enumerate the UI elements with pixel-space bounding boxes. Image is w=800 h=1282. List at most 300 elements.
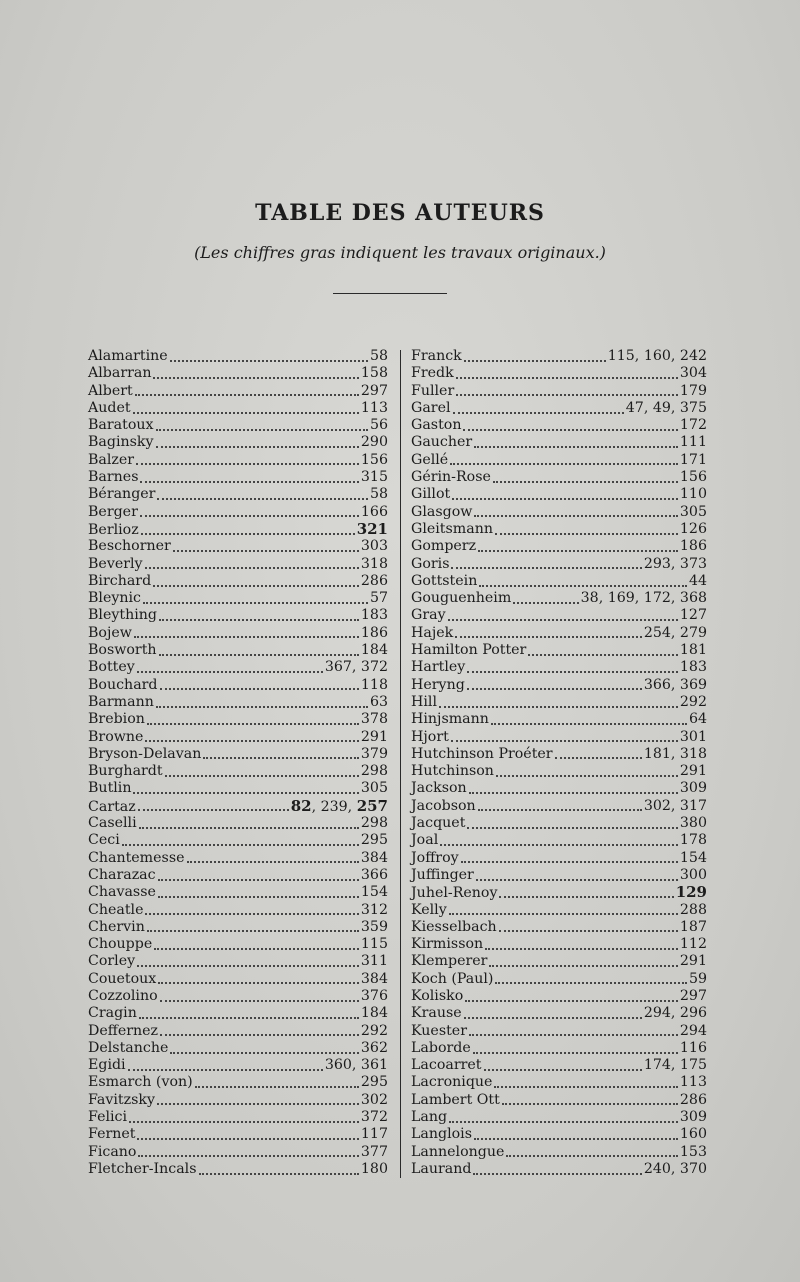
page-list: 127 xyxy=(679,607,707,624)
page-list: 291 xyxy=(679,763,707,780)
page-numbers xyxy=(361,365,388,382)
page-list: 156 xyxy=(679,469,707,486)
author-index-left-column xyxy=(88,348,388,1178)
dot-leader xyxy=(449,913,678,915)
dot-leader xyxy=(138,809,289,811)
dot-leader xyxy=(465,1000,678,1002)
page-list: 184 xyxy=(360,642,388,659)
dot-leader xyxy=(141,533,355,535)
page-list: 298 xyxy=(360,763,388,780)
author-name: Hartley xyxy=(411,659,466,676)
author-name: Cheatle xyxy=(88,901,144,918)
dot-leader xyxy=(139,1017,359,1019)
author-name: Hajek xyxy=(411,624,454,641)
page-list: 378 xyxy=(360,711,388,728)
dot-leader xyxy=(455,636,642,638)
page-numbers xyxy=(680,383,707,400)
index-entry xyxy=(88,504,388,521)
index-entry xyxy=(411,590,707,607)
page-list: 294, 296 xyxy=(643,1005,707,1022)
page-numbers xyxy=(680,850,707,867)
index-entry xyxy=(411,659,707,676)
author-name: Kelly xyxy=(411,901,447,918)
dot-leader xyxy=(154,948,359,950)
page-numbers xyxy=(680,780,707,797)
author-name: Fredk xyxy=(411,365,454,382)
index-entry xyxy=(411,607,707,624)
index-entry xyxy=(88,365,388,382)
page-list: 297 xyxy=(679,987,707,1004)
page-numbers xyxy=(361,469,388,486)
author-name: Chantemesse xyxy=(88,849,185,866)
author-name: Charazac xyxy=(88,866,156,883)
page-numbers xyxy=(644,1057,707,1074)
index-entry xyxy=(411,348,707,365)
author-name: Baratoux xyxy=(88,417,154,434)
author-name: Klemperer xyxy=(411,953,488,970)
page-numbers xyxy=(680,504,707,521)
author-name: Esmarch (von) xyxy=(88,1074,193,1091)
page-numbers xyxy=(626,400,707,417)
page-subtitle: (Les chiffres gras indiquent les travaux originaux.) xyxy=(194,243,606,262)
page-numbers xyxy=(680,1074,707,1091)
page-numbers xyxy=(361,1092,388,1109)
page-numbers xyxy=(361,1023,388,1040)
dot-leader xyxy=(467,827,677,829)
index-entry xyxy=(88,798,388,815)
page-numbers xyxy=(361,884,388,901)
dot-leader xyxy=(513,602,578,604)
dot-leader xyxy=(456,394,678,396)
page-list: 377 xyxy=(360,1143,388,1160)
dot-leader xyxy=(496,775,678,777)
page-numbers xyxy=(680,867,707,884)
page-numbers xyxy=(361,434,388,451)
author-name: Cozzolino xyxy=(88,987,158,1004)
page-list: 153 xyxy=(679,1143,707,1160)
dot-leader xyxy=(170,360,368,362)
author-name: Laurand xyxy=(411,1160,472,1177)
index-entry xyxy=(411,798,707,815)
index-entry xyxy=(411,504,707,521)
page-list: 113 xyxy=(679,1074,707,1091)
author-name: Ceci xyxy=(88,832,120,849)
page-numbers xyxy=(361,815,388,832)
page-numbers xyxy=(361,988,388,1005)
page-list: 63 xyxy=(369,693,388,710)
index-entry xyxy=(88,1040,388,1057)
index-entry xyxy=(411,642,707,659)
index-entry xyxy=(88,556,388,573)
page-numbers xyxy=(361,642,388,659)
index-entry xyxy=(88,417,388,434)
dot-leader xyxy=(160,688,359,690)
dot-leader xyxy=(476,879,678,881)
index-entry xyxy=(411,1092,707,1109)
page-numbers xyxy=(361,625,388,642)
author-name: Joffroy xyxy=(411,849,459,866)
dot-leader xyxy=(128,1069,323,1071)
index-entry xyxy=(88,780,388,797)
page-list: 56 xyxy=(369,417,388,434)
page-list: 160 xyxy=(679,1126,707,1143)
author-name: Gouguenheim xyxy=(411,590,512,607)
author-name: Gaucher xyxy=(411,434,473,451)
page-list: 44 xyxy=(688,572,707,589)
page-numbers xyxy=(361,832,388,849)
page-list: 372 xyxy=(360,1109,388,1126)
page-numbers xyxy=(644,625,707,642)
author-name: Berlioz xyxy=(88,521,139,538)
page-list: 286 xyxy=(679,1091,707,1108)
index-entry xyxy=(88,694,388,711)
index-entry xyxy=(411,884,707,901)
dot-leader xyxy=(133,792,358,794)
index-entry xyxy=(88,988,388,1005)
author-name: Barmann xyxy=(88,693,154,710)
page-title: TABLE DES AUTEURS xyxy=(255,200,545,226)
index-entry xyxy=(88,884,388,901)
index-entry xyxy=(411,400,707,417)
page-numbers xyxy=(291,798,388,816)
dot-leader xyxy=(440,844,678,846)
index-entry xyxy=(411,538,707,555)
index-entry xyxy=(411,469,707,486)
page-numbers xyxy=(680,521,707,538)
page-list: 187 xyxy=(679,918,707,935)
author-name: Bojew xyxy=(88,624,132,641)
index-entry xyxy=(411,815,707,832)
author-name: Caselli xyxy=(88,815,137,832)
page-list: 297 xyxy=(360,382,388,399)
author-name: Langlois xyxy=(411,1126,472,1143)
dot-leader xyxy=(156,706,368,708)
author-name: Corley xyxy=(88,953,136,970)
page-list: 179 xyxy=(679,382,707,399)
author-name: Cragin xyxy=(88,1005,137,1022)
index-entry xyxy=(88,902,388,919)
author-name: Lang xyxy=(411,1109,448,1126)
dot-leader xyxy=(467,688,642,690)
page-list: 180 xyxy=(360,1160,388,1177)
index-entry xyxy=(411,780,707,797)
index-entry xyxy=(411,1074,707,1091)
dot-leader xyxy=(158,896,359,898)
page-numbers xyxy=(361,746,388,763)
page-numbers xyxy=(644,1161,707,1178)
page-list: 183 xyxy=(679,659,707,676)
page-list: 171 xyxy=(679,451,707,468)
page-numbers xyxy=(680,694,707,711)
dot-leader xyxy=(450,463,678,465)
dot-leader xyxy=(479,585,687,587)
dot-leader xyxy=(140,481,358,483)
page-list: 158 xyxy=(360,365,388,382)
index-entry xyxy=(88,763,388,780)
dot-leader xyxy=(159,619,359,621)
index-entry xyxy=(411,521,707,538)
page-list: 384 xyxy=(360,849,388,866)
index-entry xyxy=(88,1109,388,1126)
page-numbers xyxy=(361,780,388,797)
index-entry xyxy=(88,815,388,832)
page-list: 304 xyxy=(679,365,707,382)
page-list: , 239, xyxy=(311,798,357,815)
page-list: 290 xyxy=(360,434,388,451)
page-numbers xyxy=(361,504,388,521)
page-numbers xyxy=(680,763,707,780)
dot-leader xyxy=(439,706,678,708)
author-name: Kirmisson xyxy=(411,936,484,953)
author-name: Baginsky xyxy=(88,434,154,451)
index-entry xyxy=(411,434,707,451)
author-name: Béranger xyxy=(88,486,156,503)
index-entry xyxy=(411,625,707,642)
index-entry xyxy=(411,486,707,503)
dot-leader xyxy=(506,1155,678,1157)
author-name: Lacoarret xyxy=(411,1057,482,1074)
page-list: 110 xyxy=(679,486,707,503)
page-list: 178 xyxy=(679,832,707,849)
page-numbers xyxy=(361,1126,388,1143)
index-entry xyxy=(88,486,388,503)
index-entry xyxy=(411,936,707,953)
index-entry xyxy=(411,902,707,919)
index-entry xyxy=(88,1161,388,1178)
author-name: Couetoux xyxy=(88,970,157,987)
author-name: Egidi xyxy=(88,1057,126,1074)
page-numbers xyxy=(680,607,707,624)
page-list: 183 xyxy=(360,607,388,624)
author-name: Lambert Ott xyxy=(411,1091,500,1108)
page-numbers xyxy=(361,953,388,970)
author-name: Jackson xyxy=(411,780,467,797)
page-list: 113 xyxy=(360,399,388,416)
page-list: 47, 49, 375 xyxy=(625,399,707,416)
author-name: Hinjsmann xyxy=(411,711,489,728)
page-numbers xyxy=(361,1074,388,1091)
dot-leader xyxy=(473,1173,641,1175)
page-list: 292 xyxy=(360,1022,388,1039)
author-name: Gleitsmann xyxy=(411,520,493,537)
page-list: 380 xyxy=(679,815,707,832)
dot-leader xyxy=(474,446,678,448)
dot-leader xyxy=(158,879,359,881)
dot-leader xyxy=(157,498,367,500)
author-name: Jacobson xyxy=(411,797,476,814)
dot-leader xyxy=(452,498,678,500)
page-numbers xyxy=(680,434,707,451)
page-list: 288 xyxy=(679,901,707,918)
page-list: 311 xyxy=(360,953,388,970)
author-name: Gottstein xyxy=(411,572,478,589)
page-list: 302, 317 xyxy=(643,797,707,814)
page-numbers xyxy=(680,988,707,1005)
author-name: Brebion xyxy=(88,711,145,728)
page-numbers xyxy=(689,971,707,988)
page-numbers xyxy=(370,694,388,711)
page-list: 291 xyxy=(360,728,388,745)
page-numbers xyxy=(644,798,707,815)
author-name: Browne xyxy=(88,728,144,745)
dot-leader xyxy=(203,757,359,759)
page-numbers xyxy=(361,1109,388,1126)
page-numbers xyxy=(608,348,707,365)
dot-leader xyxy=(165,775,359,777)
index-entry xyxy=(411,573,707,590)
page-list: 376 xyxy=(360,987,388,1004)
author-name: Gillot xyxy=(411,486,451,503)
author-name: Kuester xyxy=(411,1022,467,1039)
index-entry xyxy=(411,383,707,400)
index-entry xyxy=(88,919,388,936)
page-list: 117 xyxy=(360,1126,388,1143)
dot-leader xyxy=(153,377,358,379)
page-list: 58 xyxy=(369,348,388,364)
index-entry xyxy=(411,677,707,694)
page-numbers xyxy=(680,729,707,746)
page-numbers xyxy=(361,919,388,936)
dot-leader xyxy=(463,429,677,431)
dot-leader xyxy=(129,1121,359,1123)
dot-leader xyxy=(195,1086,359,1088)
page-numbers xyxy=(680,1126,707,1143)
author-name: Goris xyxy=(411,555,450,572)
page-list: 379 xyxy=(360,745,388,762)
index-entry xyxy=(88,348,388,365)
index-entry xyxy=(88,867,388,884)
page-numbers xyxy=(680,642,707,659)
dot-leader xyxy=(156,446,359,448)
page-list: 360, 361 xyxy=(324,1057,388,1074)
dot-leader xyxy=(147,930,359,932)
author-name: Fernet xyxy=(88,1126,136,1143)
author-name: Beverly xyxy=(88,555,143,572)
index-entry xyxy=(411,1057,707,1074)
dot-leader xyxy=(145,740,358,742)
page-list: 115, 160, 242 xyxy=(607,348,707,364)
page-list: 309 xyxy=(679,1109,707,1126)
page-numbers xyxy=(361,607,388,624)
author-name: Kolisko xyxy=(411,987,464,1004)
index-entry xyxy=(411,763,707,780)
dot-leader xyxy=(469,1034,678,1036)
page-numbers xyxy=(680,1144,707,1161)
page-numbers xyxy=(361,850,388,867)
author-index-right-column xyxy=(411,348,707,1178)
author-name: Delstanche xyxy=(88,1039,169,1056)
dot-leader xyxy=(122,844,359,846)
page-numbers xyxy=(361,400,388,417)
page-numbers xyxy=(361,711,388,728)
dot-leader xyxy=(474,1138,678,1140)
dot-leader xyxy=(134,636,359,638)
index-entry xyxy=(88,729,388,746)
page-numbers xyxy=(361,867,388,884)
author-name: Hjort xyxy=(411,728,449,745)
page-numbers xyxy=(581,590,707,607)
dot-leader xyxy=(464,1017,642,1019)
page-numbers xyxy=(325,659,388,676)
page-list: 58 xyxy=(369,486,388,503)
index-entry xyxy=(88,452,388,469)
page-list: 154 xyxy=(360,884,388,901)
page-numbers xyxy=(361,902,388,919)
index-entry xyxy=(411,919,707,936)
dot-leader xyxy=(145,567,359,569)
page-list: 294 xyxy=(679,1022,707,1039)
index-entry xyxy=(88,590,388,607)
page-list: 166 xyxy=(360,503,388,520)
author-name: Gomperz xyxy=(411,538,477,555)
dot-leader xyxy=(467,671,678,673)
index-entry xyxy=(411,746,707,763)
page-list: 116 xyxy=(679,1039,707,1056)
dot-leader xyxy=(136,463,359,465)
page-list: 362 xyxy=(360,1039,388,1056)
author-name: Lannelongue xyxy=(411,1143,505,1160)
author-name: Joal xyxy=(411,832,439,849)
page-numbers xyxy=(680,538,707,555)
author-name: Bryson-Delavan xyxy=(88,745,202,762)
author-name: Birchard xyxy=(88,572,152,589)
dot-leader xyxy=(478,809,642,811)
index-entry xyxy=(411,1005,707,1022)
page-list: 111 xyxy=(679,434,707,451)
author-name: Lacronique xyxy=(411,1074,493,1091)
dot-leader xyxy=(145,913,358,915)
index-entry xyxy=(411,971,707,988)
index-entry xyxy=(411,1040,707,1057)
author-name: Bleynic xyxy=(88,590,141,607)
page-numbers xyxy=(680,902,707,919)
dot-leader xyxy=(484,1069,642,1071)
page-numbers xyxy=(680,417,707,434)
page-numbers xyxy=(361,573,388,590)
page-list: 240, 370 xyxy=(643,1160,707,1177)
page-list: 181, 318 xyxy=(643,745,707,762)
author-name: Barnes xyxy=(88,469,139,486)
page-list: 186 xyxy=(679,538,707,555)
dot-leader xyxy=(138,1155,358,1157)
author-name: Gérin-Rose xyxy=(411,469,491,486)
author-name: Gaston xyxy=(411,417,462,434)
dot-leader xyxy=(464,360,606,362)
author-name: Kiesselbach xyxy=(411,918,497,935)
dot-leader xyxy=(502,1103,678,1105)
page-list: 181 xyxy=(679,642,707,659)
page-list: 309 xyxy=(679,780,707,797)
page-numbers xyxy=(644,677,707,694)
index-entry xyxy=(411,988,707,1005)
page-list: 291 xyxy=(679,953,707,970)
page-numbers xyxy=(644,556,707,573)
index-entry xyxy=(88,953,388,970)
page-numbers xyxy=(361,1040,388,1057)
page-list: 359 xyxy=(360,918,388,935)
page-numbers xyxy=(680,486,707,503)
author-name: Garel xyxy=(411,399,451,416)
page-list: 367, 372 xyxy=(324,659,388,676)
author-name: Hutchinson xyxy=(411,763,494,780)
page-numbers xyxy=(361,556,388,573)
dot-leader xyxy=(140,515,359,517)
index-entry xyxy=(411,1126,707,1143)
page-list: 384 xyxy=(360,970,388,987)
dot-leader xyxy=(139,827,359,829)
page-list: 156 xyxy=(360,451,388,468)
author-name: Albert xyxy=(88,382,133,399)
